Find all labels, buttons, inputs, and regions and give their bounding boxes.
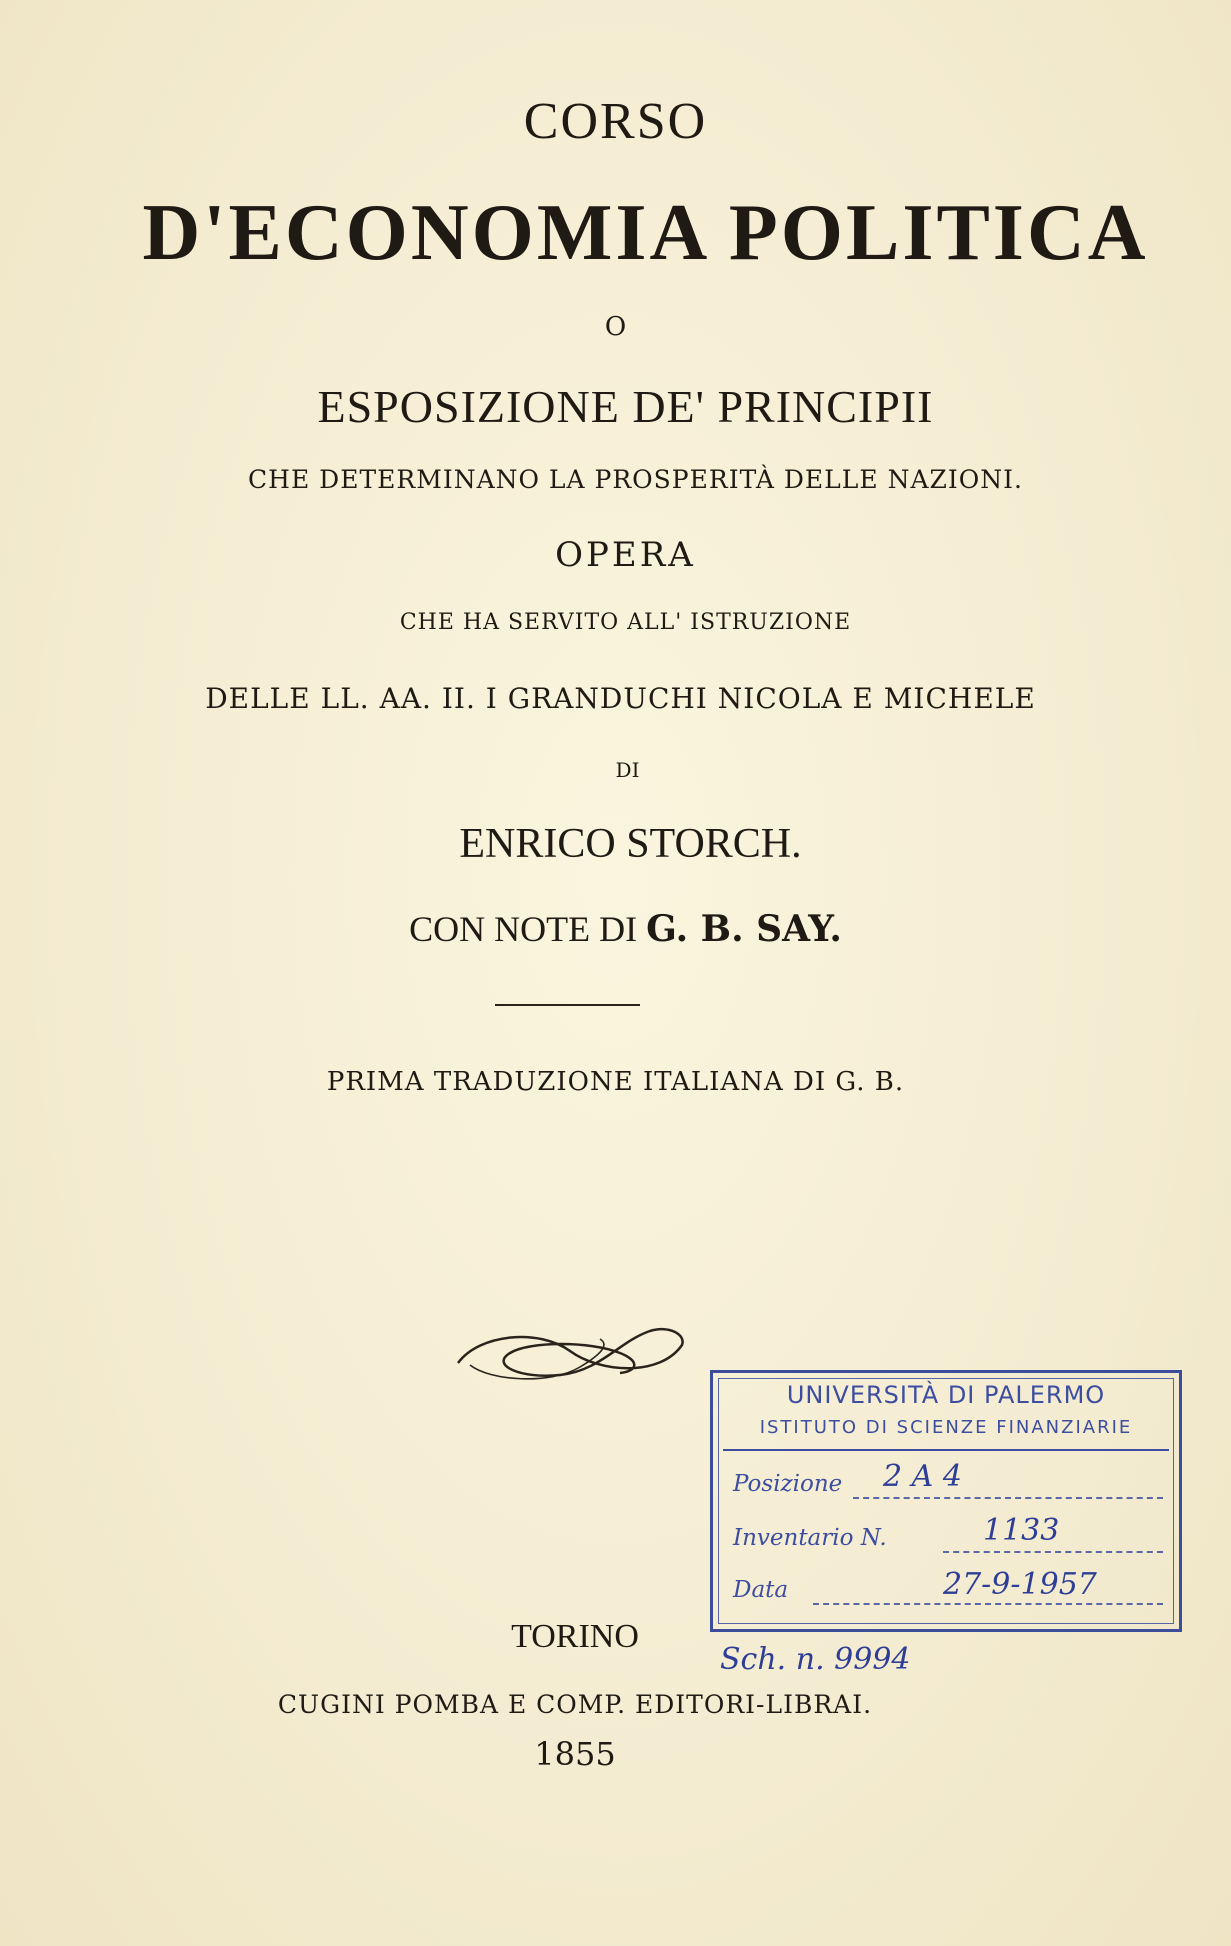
notes-line: [10, 908, 1231, 950]
author-name: ENRICO STORCH.: [459, 821, 802, 867]
imprint-year: 1855: [534, 1735, 616, 1773]
flourish-ornament: [450, 1315, 690, 1395]
imprint-publisher: CUGINI POMBA E COMP. EDITORI-LIBRAI.: [277, 1690, 873, 1719]
title-conjunction: O: [604, 312, 627, 342]
stamp-university: UNIVERSITÀ DI PALERMO: [786, 1381, 1106, 1409]
title-main: D'ECONOMIA POLITICA: [142, 189, 1149, 277]
stamp-position-value: 2 A 4: [883, 1459, 962, 1494]
stamp-date-line: [813, 1603, 1163, 1605]
stamp-inventory-label: Inventario N.: [733, 1525, 887, 1551]
dedication-line-2: DELLE LL. AA. II. I GRANDUCHI NICOLA E MICHELE: [205, 682, 1036, 715]
library-stamp: [710, 1370, 1182, 1632]
dedication-line-1: CHE HA SERVITO ALL' ISTRUZIONE: [399, 610, 852, 635]
divider-rule: [495, 1004, 640, 1006]
handwritten-shelf-note: Sch. n. 9994: [720, 1642, 911, 1677]
title-corso: CORSO: [523, 93, 708, 150]
imprint-city: TORINO: [511, 1618, 639, 1655]
stamp-institute: ISTITUTO DI SCIENZE FINANZIARIE: [759, 1417, 1133, 1438]
by-label: DI: [615, 758, 640, 782]
stamp-date-label: Data: [733, 1577, 789, 1603]
opera-label: OPERA: [555, 535, 696, 575]
notes-prefix: CON NOTE DI: [409, 909, 638, 949]
subtitle-continued: CHE DETERMINANO LA PROSPERITÀ DELLE NAZIONI.: [248, 465, 1023, 494]
notes-author: G. B. SAY.: [646, 908, 842, 950]
stamp-divider: [723, 1449, 1169, 1451]
stamp-inventory-line: [943, 1551, 1163, 1553]
translation-line: PRIMA TRADUZIONE ITALIANA DI G. B.: [326, 1067, 905, 1097]
subtitle: ESPOSIZIONE DE' PRINCIPII: [317, 381, 934, 432]
stamp-inventory-value: 1133: [983, 1513, 1060, 1548]
stamp-position-line: [853, 1497, 1163, 1499]
stamp-date-value: 27-9-1957: [943, 1567, 1097, 1602]
stamp-position-label: Posizione: [733, 1471, 843, 1497]
